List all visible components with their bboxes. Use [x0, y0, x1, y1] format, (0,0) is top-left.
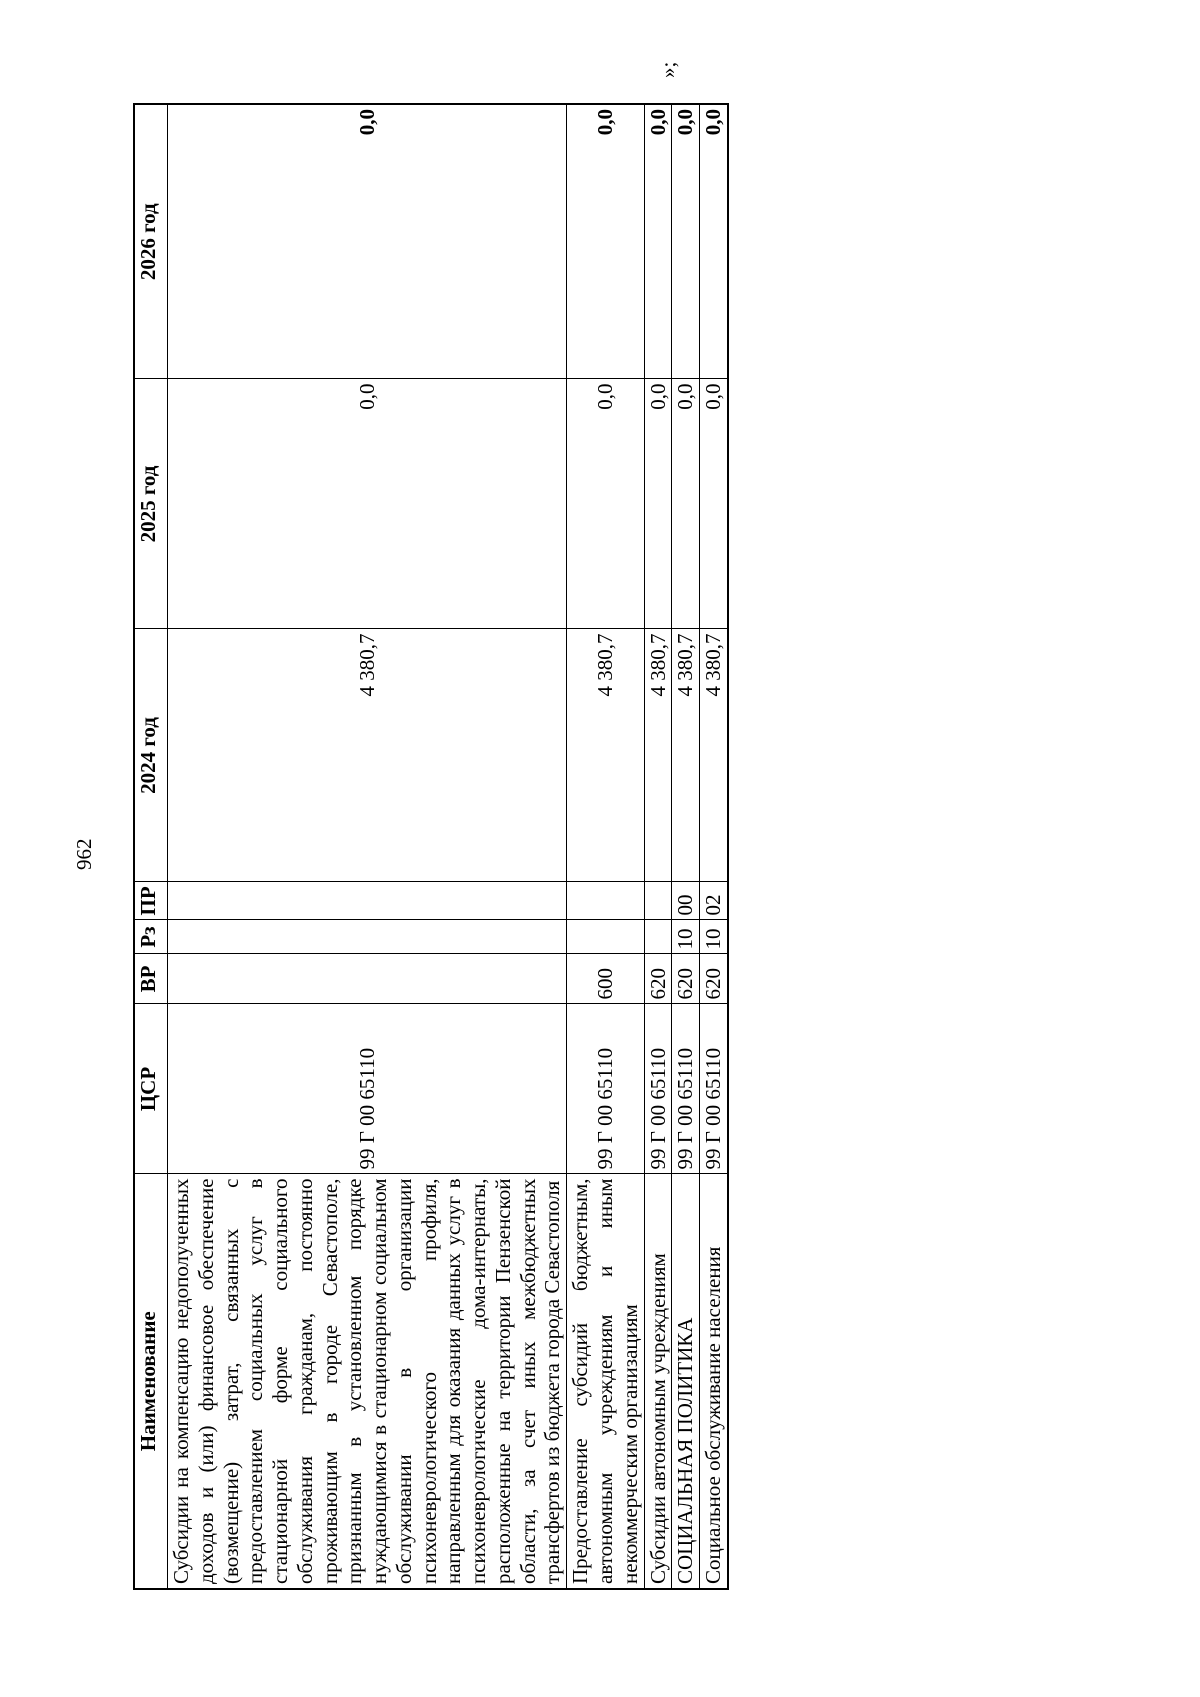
row-value-2024: 4 380,7	[672, 629, 700, 882]
budget-table	[133, 103, 729, 1590]
row-pr	[644, 882, 672, 920]
header-rz: Рз	[134, 920, 168, 954]
row-vr	[168, 954, 567, 1004]
row-name: Субсидии автономным учреждениям	[644, 1174, 672, 1589]
header-csr: ЦСР	[134, 1004, 168, 1174]
row-value-2024: 4 380,7	[644, 629, 672, 882]
row-value-2026: 0,0	[672, 104, 700, 379]
row-vr: 620	[700, 954, 728, 1004]
row-value-2025: 0,0	[168, 379, 567, 629]
table-row	[567, 104, 644, 1589]
header-pr: ПР	[134, 882, 168, 920]
row-vr: 620	[644, 954, 672, 1004]
table-row	[700, 104, 728, 1589]
row-pr	[168, 882, 567, 920]
table-row	[672, 104, 700, 1589]
header-2024: 2024 год	[134, 629, 168, 882]
row-vr: 620	[672, 954, 700, 1004]
row-value-2025: 0,0	[644, 379, 672, 629]
row-value-2025: 0,0	[567, 379, 644, 629]
table-row	[168, 104, 567, 1589]
row-value-2025: 0,0	[672, 379, 700, 629]
header-name: Наименование	[134, 1174, 168, 1589]
row-csr: 99 Г 00 65110	[567, 1004, 644, 1174]
header-vr: ВР	[134, 954, 168, 1004]
row-name: СОЦИАЛЬНАЯ ПОЛИТИКА	[672, 1174, 700, 1589]
closing-quote-mark: »;	[656, 61, 680, 78]
row-pr: 02	[700, 882, 728, 920]
table-header-row	[134, 104, 168, 1589]
row-csr: 99 Г 00 65110	[700, 1004, 728, 1174]
table-row	[644, 104, 672, 1589]
row-name: Предоставление субсидий бюджетным, автономным учреждениям и иным некоммерческим организациям	[567, 1174, 644, 1589]
page-number: 962	[72, 838, 96, 870]
row-value-2024: 4 380,7	[567, 629, 644, 882]
row-value-2026: 0,0	[168, 104, 567, 379]
header-2025: 2025 год	[134, 379, 168, 629]
rotated-table-wrapper	[133, 105, 726, 1590]
row-value-2024: 4 380,7	[700, 629, 728, 882]
row-value-2025: 0,0	[700, 379, 728, 629]
row-value-2026: 0,0	[567, 104, 644, 379]
row-value-2026: 0,0	[644, 104, 672, 379]
row-pr	[567, 882, 644, 920]
row-value-2026: 0,0	[700, 104, 728, 379]
row-name: Социальное обслуживание населения	[700, 1174, 728, 1589]
header-2026: 2026 год	[134, 104, 168, 379]
row-csr: 99 Г 00 65110	[168, 1004, 567, 1174]
row-csr: 99 Г 00 65110	[644, 1004, 672, 1174]
row-rz: 10	[672, 920, 700, 954]
row-pr: 00	[672, 882, 700, 920]
row-rz: 10	[700, 920, 728, 954]
row-vr: 600	[567, 954, 644, 1004]
row-csr: 99 Г 00 65110	[672, 1004, 700, 1174]
row-rz	[644, 920, 672, 954]
row-value-2024: 4 380,7	[168, 629, 567, 882]
row-rz	[168, 920, 567, 954]
row-rz	[567, 920, 644, 954]
row-name: Субсидии на компенсацию недополученных доходов и (или) финансовое обеспечение (возмещение) затрат, связанных с предоставлением социальных услуг в стационарной форме социального обслуживания гражданам, постоянно проживающим в городе Севастополе, признанным в установленном порядке нуждающимися в стационарном социальном обслуживании в организации психоневрологического профиля, направленным для оказания данных услуг в психоневрологические дома-интернаты, расположенные на территории Пензенской области, за счет иных межбюджетных трансфертов из бюджета города Севастополя	[168, 1174, 567, 1589]
